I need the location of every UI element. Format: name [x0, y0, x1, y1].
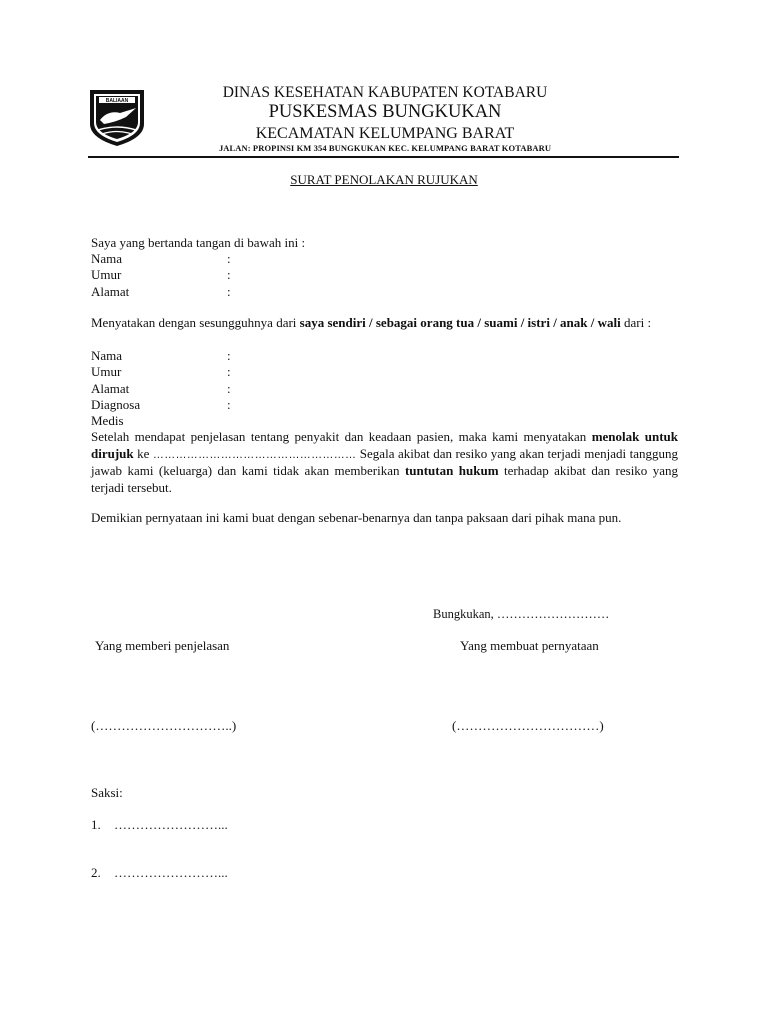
puskesmas-logo-icon	[86, 86, 148, 148]
header-divider	[88, 156, 679, 158]
field-label: Nama	[91, 348, 123, 363]
destination-blank: ………………………………………………	[152, 448, 357, 461]
field-label: Umur	[91, 364, 122, 379]
field-colon: :	[227, 251, 231, 266]
refusal-paragraph	[91, 429, 678, 496]
field-colon: :	[227, 284, 231, 299]
refusal-bold: menolak untuk dirujuk	[91, 429, 678, 461]
witness-number: 1.	[91, 817, 101, 832]
signature-left-blank: (…………………………..)	[91, 718, 237, 733]
field-colon: :	[227, 397, 231, 412]
refusal-text: terhadap akibat dan resiko yang terjadi tersebut.	[91, 463, 679, 495]
declaration-suffix: dari :	[620, 315, 652, 330]
witness-blank: ……………………...	[114, 865, 228, 880]
field-colon: :	[227, 267, 231, 282]
refusal-text: ke	[133, 445, 153, 461]
field-label: Alamat	[91, 381, 130, 396]
header-puskesmas: PUSKESMAS BUNGKUKAN	[268, 102, 502, 122]
refusal-text: Segala akibat dan resiko yang akan terjadi menjadi tanggung jawab kami (keluarga) dan kami tidak akan memberikan	[91, 445, 678, 478]
field-label: Diagnosa Medis	[91, 397, 141, 428]
place-date: Bungkukan, ………………………	[433, 607, 610, 621]
header-kecamatan: KECAMATAN KELUMPANG BARAT	[255, 125, 515, 142]
header-address: JALAN: PROPINSI KM 354 BUNGKUKAN KEC. KELUMPANG BARAT KOTABARU	[218, 143, 552, 153]
intro-text: Saya yang bertanda tangan di bawah ini :	[91, 235, 306, 250]
field-label: Nama	[91, 251, 123, 266]
declaration-options: saya sendiri / sebagai orang tua / suami / istri / anak / wali	[299, 315, 621, 330]
field-label: Umur	[91, 267, 122, 282]
witness-blank: ……………………...	[114, 817, 228, 832]
field-label: Alamat	[91, 284, 130, 299]
field-colon: :	[227, 364, 231, 379]
legal-claim-bold: tuntutan hukum	[404, 463, 499, 478]
header-agency: DINAS KESEHATAN KABUPATEN KOTABARU	[222, 84, 548, 101]
refusal-text: Setelah mendapat penjelasan tentang penyakit dan keadaan pasien, maka kami menyatakan	[91, 429, 592, 444]
document-title: SURAT PENOLAKAN RUJUKAN	[290, 172, 478, 187]
signer-left-label: Yang memberi penjelasan	[95, 638, 230, 653]
declaration-intro: Menyatakan dengan sesungguhnya dari	[91, 315, 300, 330]
witness-number: 2.	[91, 865, 101, 880]
witness-label: Saksi:	[91, 785, 123, 800]
signer-right-label: Yang membuat pernyataan	[460, 638, 599, 653]
signature-right-blank: (……………………………)	[452, 718, 604, 733]
declaration-text	[91, 315, 678, 332]
field-colon: :	[227, 348, 231, 363]
field-colon: :	[227, 381, 231, 396]
logo-text: BALIAAN	[105, 98, 129, 104]
closing-paragraph: Demikian pernyataan ini kami buat dengan sebenar-benarnya dan tanpa paksaan dari pihak mana pun.	[91, 510, 622, 525]
